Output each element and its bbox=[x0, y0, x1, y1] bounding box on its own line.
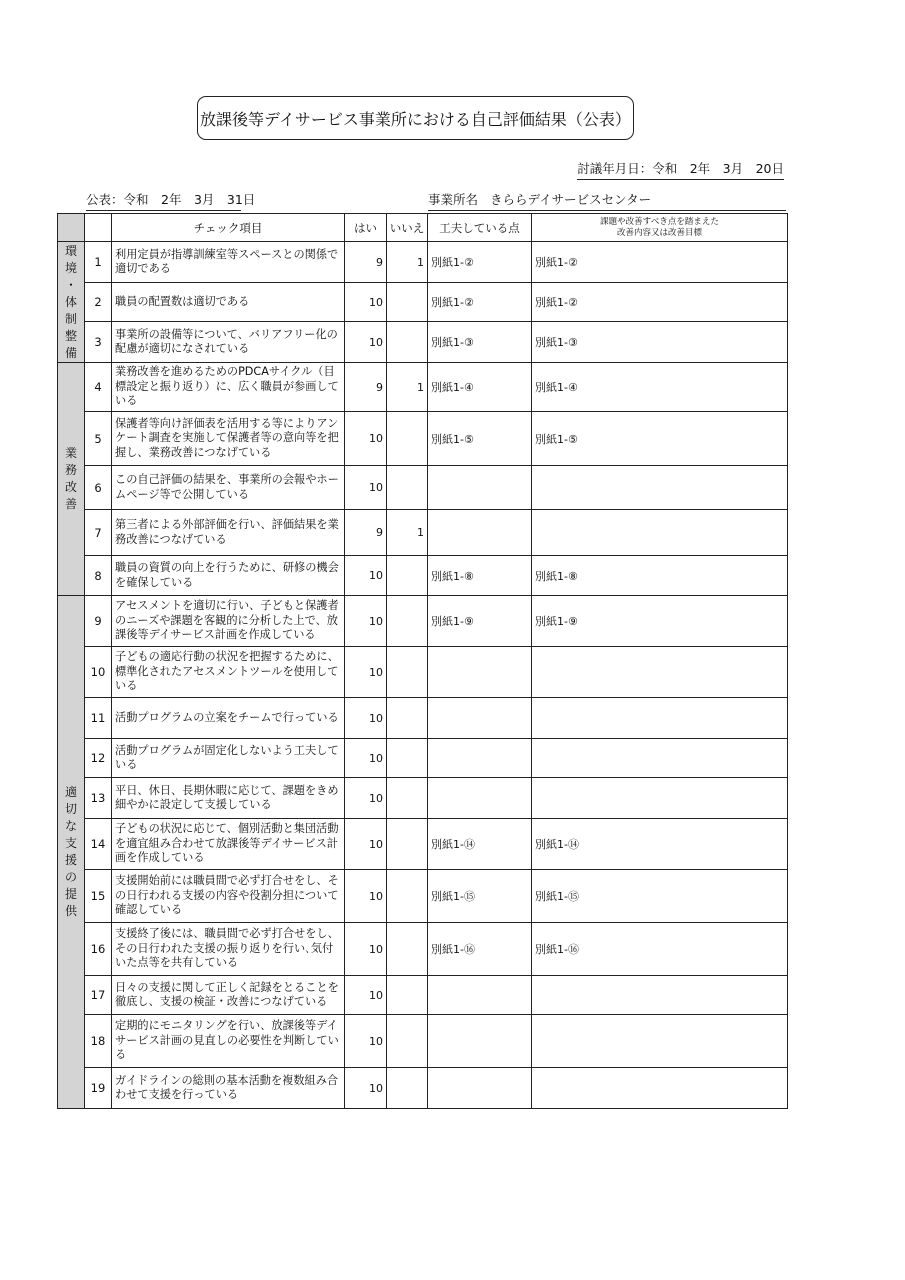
table-row bbox=[58, 556, 788, 596]
yes-count: 10 bbox=[345, 870, 387, 923]
yes-count: 10 bbox=[345, 556, 387, 596]
table-row bbox=[58, 870, 788, 923]
improvement-cell bbox=[532, 976, 788, 1015]
category-char: 改 bbox=[64, 480, 77, 494]
table-body bbox=[58, 242, 788, 1109]
improvement-cell: 別紙1-⑨ bbox=[532, 596, 788, 647]
table-row bbox=[58, 739, 788, 778]
office-label: 事業所名 bbox=[428, 192, 479, 207]
row-number: 1 bbox=[85, 242, 112, 283]
check-item: ガイドラインの総則の基本活動を複数組み合わせて支援を行っている bbox=[112, 1068, 345, 1109]
no-count bbox=[387, 870, 428, 923]
ingenuity-cell bbox=[428, 466, 532, 510]
category-char: 適 bbox=[64, 785, 77, 799]
row-number: 13 bbox=[85, 778, 112, 819]
no-count bbox=[387, 1068, 428, 1109]
improvement-cell bbox=[532, 647, 788, 698]
table-row bbox=[58, 510, 788, 556]
row-number: 5 bbox=[85, 412, 112, 466]
no-count bbox=[387, 976, 428, 1015]
table-row bbox=[58, 363, 788, 412]
no-count bbox=[387, 556, 428, 596]
check-item: 子どもの状況に応じて、個別活動と集団活動を適宜組み合わせて放課後等デイサービス計画を作成している bbox=[112, 819, 345, 870]
publication-date: 公表：令和 2年 3月 31日 bbox=[86, 190, 241, 211]
category-char: 支 bbox=[64, 836, 77, 850]
header-improvement-line1: 課題や改善すべき点を踏まえた bbox=[600, 216, 719, 227]
category-char: 制 bbox=[64, 311, 77, 326]
office-name-line bbox=[428, 190, 786, 211]
improvement-cell: 別紙1-⑭ bbox=[532, 819, 788, 870]
category-char: 援 bbox=[64, 853, 77, 867]
improvement-cell bbox=[532, 510, 788, 556]
check-item: 第三者による外部評価を行い、評価結果を業務改善につなげている bbox=[112, 510, 345, 556]
row-number: 17 bbox=[85, 976, 112, 1015]
row-number: 10 bbox=[85, 647, 112, 698]
no-count bbox=[387, 466, 428, 510]
improvement-cell: 別紙1-⑯ bbox=[532, 923, 788, 976]
improvement-cell: 別紙1-④ bbox=[532, 363, 788, 412]
ingenuity-cell: 別紙1-⑨ bbox=[428, 596, 532, 647]
check-item: 保護者等向け評価表を活用する等によりアンケート調査を実施して保護者等の意向等を把握し、業務改善につなげている bbox=[112, 412, 345, 466]
ingenuity-cell bbox=[428, 778, 532, 819]
table-row bbox=[58, 596, 788, 647]
improvement-cell bbox=[532, 739, 788, 778]
check-item: アセスメントを適切に行い、子どもと保護者のニーズや課題を客観的に分析した上で、放課後等デイサービス計画を作成している bbox=[112, 596, 345, 647]
ingenuity-cell bbox=[428, 1015, 532, 1068]
yes-count: 10 bbox=[345, 647, 387, 698]
header-ingenuity: 工夫している点 bbox=[428, 214, 532, 242]
yes-count: 10 bbox=[345, 466, 387, 510]
yes-count: 10 bbox=[345, 1015, 387, 1068]
header-category-blank bbox=[58, 214, 85, 242]
category-char: 業 bbox=[64, 446, 77, 460]
table-row bbox=[58, 1068, 788, 1109]
row-number: 6 bbox=[85, 466, 112, 510]
yes-count: 9 bbox=[345, 510, 387, 556]
no-count bbox=[387, 283, 428, 322]
ingenuity-cell: 別紙1-⑯ bbox=[428, 923, 532, 976]
ingenuity-cell bbox=[428, 698, 532, 739]
category-char: 善 bbox=[64, 497, 77, 511]
check-item: 定期的にモニタリングを行い、放課後等デイサービス計画の見直しの必要性を判断している bbox=[112, 1015, 345, 1068]
check-item: 日々の支援に関して正しく記録をとることを徹底し、支援の検証・改善につなげている bbox=[112, 976, 345, 1015]
row-number: 4 bbox=[85, 363, 112, 412]
category-char: 体 bbox=[64, 294, 77, 309]
no-count: 1 bbox=[387, 510, 428, 556]
yes-count: 9 bbox=[345, 363, 387, 412]
row-number: 9 bbox=[85, 596, 112, 647]
no-count bbox=[387, 1015, 428, 1068]
evaluation-table bbox=[57, 213, 788, 1109]
improvement-cell bbox=[532, 1015, 788, 1068]
improvement-cell: 別紙1-② bbox=[532, 283, 788, 322]
ingenuity-cell: 別紙1-⑭ bbox=[428, 819, 532, 870]
check-item: 支援終了後には、職員間で必ず打合せをし、その日行われた支援の振り返りを行い､気付いた点等を共有している bbox=[112, 923, 345, 976]
no-count bbox=[387, 698, 428, 739]
table-row bbox=[58, 647, 788, 698]
header-improvement-line2: 改善内容又は改善目標 bbox=[616, 227, 702, 238]
category-label bbox=[58, 242, 85, 363]
table-row bbox=[58, 322, 788, 363]
improvement-cell bbox=[532, 466, 788, 510]
ingenuity-cell: 別紙1-④ bbox=[428, 363, 532, 412]
header-no: いいえ bbox=[387, 214, 428, 242]
header-check-item: チェック項目 bbox=[112, 214, 345, 242]
yes-count: 10 bbox=[345, 976, 387, 1015]
table-row bbox=[58, 976, 788, 1015]
no-count bbox=[387, 923, 428, 976]
check-item: 業務改善を進めるためのPDCAサイクル（目標設定と振り返り）に、広く職員が参画している bbox=[112, 363, 345, 412]
row-number: 16 bbox=[85, 923, 112, 976]
ingenuity-cell bbox=[428, 647, 532, 698]
header-yes: はい bbox=[345, 214, 387, 242]
row-number: 8 bbox=[85, 556, 112, 596]
check-item: 職員の資質の向上を行うために、研修の機会を確保している bbox=[112, 556, 345, 596]
no-count: 1 bbox=[387, 363, 428, 412]
improvement-cell: 別紙1-③ bbox=[532, 322, 788, 363]
ingenuity-cell: 別紙1-② bbox=[428, 242, 532, 283]
category-label bbox=[58, 363, 85, 596]
table-row bbox=[58, 283, 788, 322]
no-count bbox=[387, 739, 428, 778]
row-number: 3 bbox=[85, 322, 112, 363]
improvement-cell bbox=[532, 698, 788, 739]
ingenuity-cell bbox=[428, 1068, 532, 1109]
table-row bbox=[58, 778, 788, 819]
no-count bbox=[387, 647, 428, 698]
no-count bbox=[387, 412, 428, 466]
table-row bbox=[58, 466, 788, 510]
no-count bbox=[387, 778, 428, 819]
check-item: 利用定員が指導訓練室等スペースとの関係で適切である bbox=[112, 242, 345, 283]
yes-count: 10 bbox=[345, 778, 387, 819]
check-item: この自己評価の結果を、事業所の会報やホームページ等で公開している bbox=[112, 466, 345, 510]
category-char: 供 bbox=[64, 904, 77, 918]
category-char: 環 bbox=[64, 243, 77, 258]
yes-count: 10 bbox=[345, 698, 387, 739]
check-item: 事業所の設備等について、バリアフリー化の配慮が適切になされている bbox=[112, 322, 345, 363]
table-row bbox=[58, 819, 788, 870]
yes-count: 10 bbox=[345, 1068, 387, 1109]
yes-count: 9 bbox=[345, 242, 387, 283]
category-char: の bbox=[64, 870, 77, 884]
row-number: 2 bbox=[85, 283, 112, 322]
ingenuity-cell: 別紙1-③ bbox=[428, 322, 532, 363]
ingenuity-cell: 別紙1-⑤ bbox=[428, 412, 532, 466]
category-char: 整 bbox=[64, 328, 77, 343]
check-item: 職員の配置数は適切である bbox=[112, 283, 345, 322]
yes-count: 10 bbox=[345, 923, 387, 976]
row-number: 11 bbox=[85, 698, 112, 739]
meeting-date: 討議年月日：令和 2年 3月 20日 bbox=[577, 159, 784, 180]
category-char: 切 bbox=[64, 802, 77, 816]
improvement-cell bbox=[532, 1068, 788, 1109]
yes-count: 10 bbox=[345, 412, 387, 466]
no-count: 1 bbox=[387, 242, 428, 283]
category-char: ・ bbox=[64, 277, 77, 292]
table-row bbox=[58, 412, 788, 466]
table-row bbox=[58, 923, 788, 976]
row-number: 7 bbox=[85, 510, 112, 556]
table-row bbox=[58, 242, 788, 283]
no-count bbox=[387, 819, 428, 870]
row-number: 12 bbox=[85, 739, 112, 778]
improvement-cell: 別紙1-⑮ bbox=[532, 870, 788, 923]
improvement-cell: 別紙1-② bbox=[532, 242, 788, 283]
improvement-cell: 別紙1-⑧ bbox=[532, 556, 788, 596]
page-title: 放課後等デイサービス事業所における自己評価結果（公表） bbox=[197, 96, 634, 140]
header-number-blank bbox=[85, 214, 112, 242]
no-count bbox=[387, 322, 428, 363]
header-improvement bbox=[532, 214, 788, 242]
category-char: 提 bbox=[64, 887, 77, 901]
ingenuity-cell bbox=[428, 739, 532, 778]
category-char: な bbox=[64, 819, 77, 833]
ingenuity-cell bbox=[428, 510, 532, 556]
improvement-cell bbox=[532, 778, 788, 819]
yes-count: 10 bbox=[345, 596, 387, 647]
ingenuity-cell: 別紙1-⑧ bbox=[428, 556, 532, 596]
ingenuity-cell bbox=[428, 976, 532, 1015]
office-name: きららデイサービスセンター bbox=[490, 192, 652, 207]
row-number: 15 bbox=[85, 870, 112, 923]
check-item: 平日、休日、長期休暇に応じて、課題をきめ細やかに設定して支援している bbox=[112, 778, 345, 819]
category-char: 務 bbox=[64, 463, 77, 477]
row-number: 18 bbox=[85, 1015, 112, 1068]
yes-count: 10 bbox=[345, 819, 387, 870]
category-char: 備 bbox=[64, 345, 77, 360]
check-item: 支援開始前には職員間で必ず打合せをし、その日行われる支援の内容や役割分担について確認している bbox=[112, 870, 345, 923]
yes-count: 10 bbox=[345, 322, 387, 363]
row-number: 14 bbox=[85, 819, 112, 870]
no-count bbox=[387, 596, 428, 647]
check-item: 子どもの適応行動の状況を把握するために、標準化されたアセスメントツールを使用している bbox=[112, 647, 345, 698]
check-item: 活動プログラムの立案をチームで行っている bbox=[112, 698, 345, 739]
row-number: 19 bbox=[85, 1068, 112, 1109]
category-char: 境 bbox=[64, 260, 77, 275]
category-label bbox=[58, 596, 85, 1109]
yes-count: 10 bbox=[345, 739, 387, 778]
ingenuity-cell: 別紙1-② bbox=[428, 283, 532, 322]
yes-count: 10 bbox=[345, 283, 387, 322]
table-row bbox=[58, 698, 788, 739]
improvement-cell: 別紙1-⑤ bbox=[532, 412, 788, 466]
check-item: 活動プログラムが固定化しないよう工夫している bbox=[112, 739, 345, 778]
table-row bbox=[58, 1015, 788, 1068]
ingenuity-cell: 別紙1-⑮ bbox=[428, 870, 532, 923]
